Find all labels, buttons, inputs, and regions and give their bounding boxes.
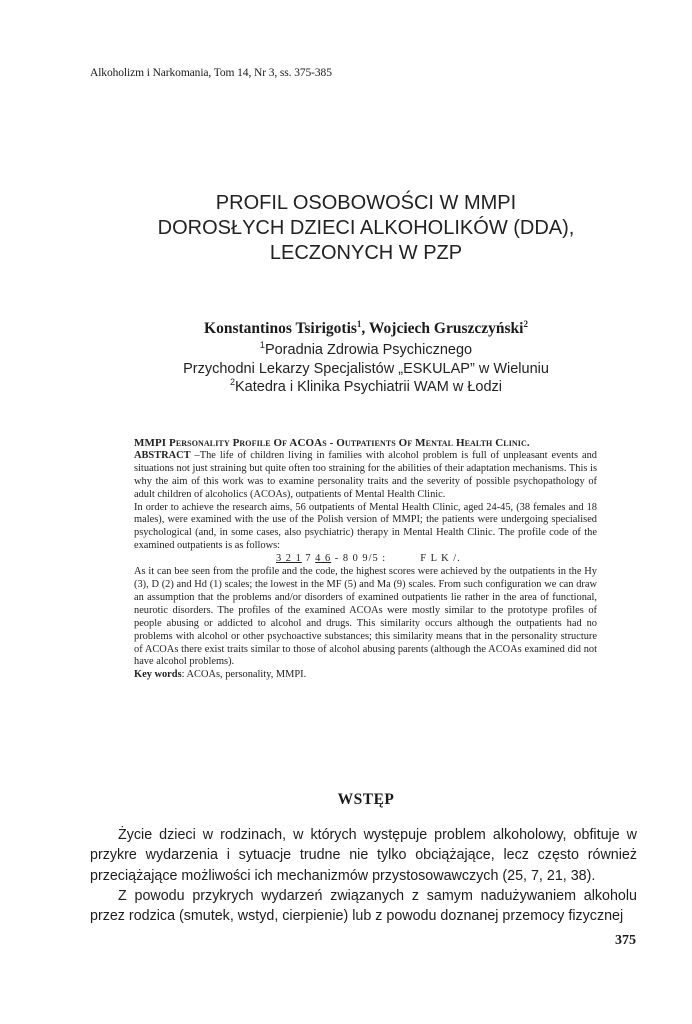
abstract-paragraph-1 xyxy=(134,450,597,502)
abstract-paragraph-2: In order to achieve the research aims, 56 outpatients of Mental Health Clinic, aged 24-45, (38 females and 18 males), were examined with the use of the Polish version of MMPI; the patients were undergoing specialised psychological (and, in some cases, also psychiatric) therapy in Mental Health Clinic. The profile code of the examined outpatients is as follows: xyxy=(134,501,597,552)
abstract-label: ABSTRACT xyxy=(134,449,191,461)
section-heading: WSTĘP xyxy=(337,791,395,808)
code-part-3: 4 6 xyxy=(315,553,332,565)
author-1-affiliation-mark: 1 xyxy=(356,318,362,329)
author-separator: , xyxy=(361,320,369,337)
keywords xyxy=(134,669,597,682)
code-part-5: F L K /. xyxy=(420,553,461,565)
abstract-title: MMPI Personality Profile Of ACOAs - Outpatients Of Mental Health Clinic. xyxy=(134,437,530,449)
affiliation-2-line-1 xyxy=(80,378,652,397)
body-paragraph-1: Życie dzieci w rodzinach, w których występuje problem alkoholowy, obfituje w przykre wydarzenia i sytuacje trudne nie tylko obciążające, lecz często również przeciążające możliwości ich mechanizmów przystosowawczych (25, 7, 21, 38). xyxy=(90,827,637,884)
code-part-4: - 8 0 9/5 : xyxy=(331,553,387,565)
title-line-1: PROFIL OSOBOWOŚCI W MMPI xyxy=(215,192,517,214)
affiliations xyxy=(80,341,652,397)
code-part-1: 3 2 1 xyxy=(276,553,302,565)
title-line-3: LECZONYCH W PZP xyxy=(269,242,463,264)
mmpi-profile-code xyxy=(134,553,597,566)
title-line-2: DOROSŁYCH DZIECI ALKOHOLIKÓW (DDA), xyxy=(157,217,575,239)
abstract-text-1: –The life of children living in families with alcohol problem is full of unpleasant events and situations not just straining but quite often too straining for the abilities of their adaptation mechanisms. This is why the aim of this work was to examine personality traits and the severity of possible psychopathology of adult children of alcoholics (ACOAs), outpatients of Mental Health Clinic. xyxy=(134,449,597,500)
article-title xyxy=(80,191,652,266)
body-paragraph-2: Z powodu przykrych wydarzeń związanych z samym nadużywaniem alkoholu przez rodzica (smutek, wstyd, cierpienie) lub z powodu doznanej przemocy fizycznej xyxy=(90,887,637,925)
affiliation-1-line-1 xyxy=(80,341,652,360)
affiliation-1-mark: 1 xyxy=(259,340,265,351)
page-number: 375 xyxy=(615,933,636,948)
author-2-affiliation-mark: 2 xyxy=(523,318,528,329)
code-part-2: 7 xyxy=(301,553,316,565)
affiliation-1-name: Poradnia Zdrowia Psychicznego xyxy=(264,342,473,358)
affiliation-2-mark: 2 xyxy=(229,377,235,388)
affiliation-1-line-2: Przychodni Lekarzy Specjalistów „ESKULAP” w Wieluniu xyxy=(183,360,549,377)
keywords-text: : ACOAs, personality, MMPI. xyxy=(181,669,307,681)
author-2: Wojciech Gruszczyński xyxy=(368,320,524,337)
authors xyxy=(80,320,652,338)
body-text xyxy=(90,825,637,926)
journal-citation: Alkoholizm i Narkomania, Tom 14, Nr 3, ss. 375-385 xyxy=(90,67,332,79)
abstract-paragraph-3: As it can bee seen from the profile and the code, the highest scores were achieved by the outpatients in the Hy (3), D (2) and Hd (1) scales; the lowest in the MF (5) and Ma (9) scales. From such configuration we can draw an assumption that the problems and/or disorders of examined outpatients lie rather in the area of functional, neurotic disorders. The profiles of the examined ACOAs were mostly similar to the prototype profiles of people abusing or addicted to alcohol and drugs. This similarity occurs although the outpatients had no problems with alcohol or other psychoactive substances; this similarity means that in the personality structure of ACOAs there exist traits similar to those of alcohol abusing parents (although the ACOAs examined did not have alcohol problems). xyxy=(134,566,597,668)
abstract-block xyxy=(134,437,597,682)
author-1: Konstantinos Tsirigotis xyxy=(204,320,357,337)
affiliation-2-name: Katedra i Klinika Psychiatrii WAM w Łodzi xyxy=(235,379,502,395)
keywords-label: Key words xyxy=(134,669,182,681)
